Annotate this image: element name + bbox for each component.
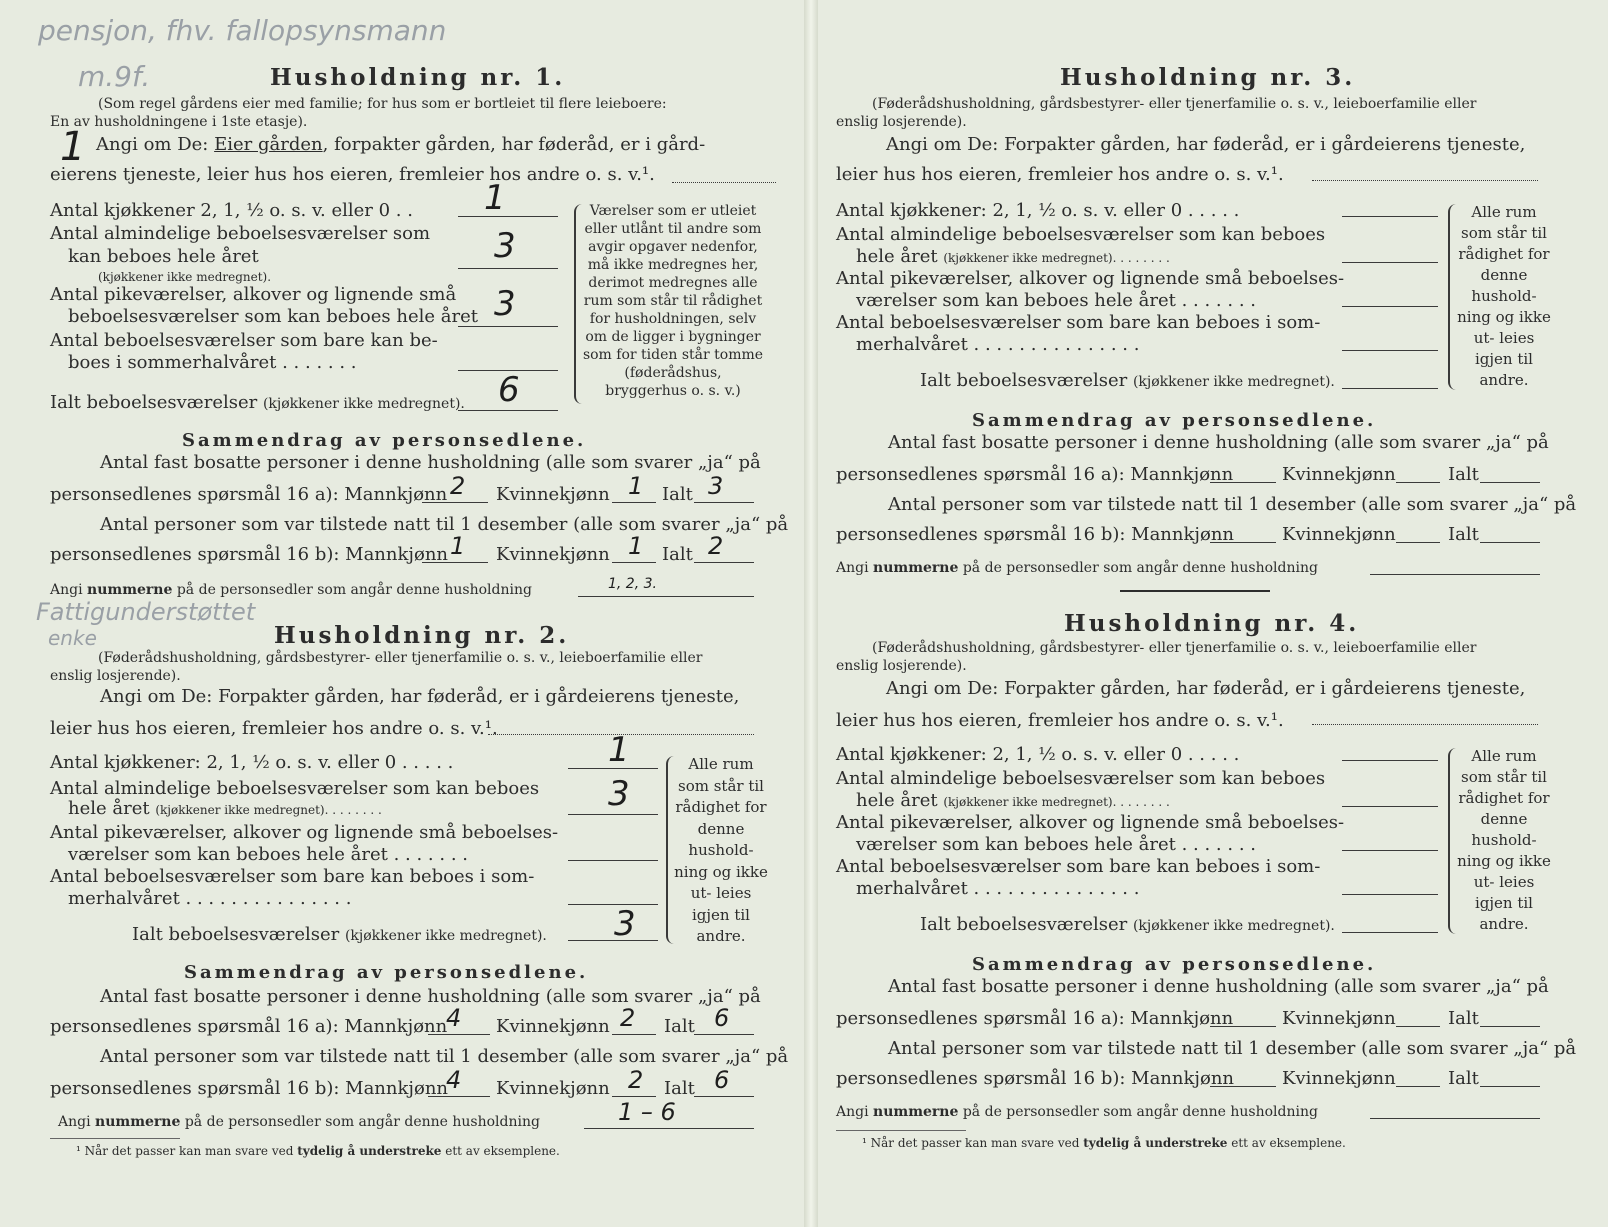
h3-nummer-pre: Angi bbox=[836, 560, 869, 576]
h4-16a-line2: personsedlenes spørsmål 16 a): Mannkjønn bbox=[836, 1008, 1234, 1029]
h3-ialt-small: (kjøkkener ikke medregnet). bbox=[1132, 374, 1335, 390]
h1-sommer-line2: boes i sommerhalvåret . . . . . . . bbox=[68, 352, 357, 373]
h2-nummerne bbox=[58, 1114, 540, 1130]
h4-alm-line2 bbox=[856, 790, 1170, 811]
h2-ialt-text: Ialt beboelsesværelser bbox=[132, 924, 340, 945]
h4-16a-kv-label: Kvinnekjønn bbox=[1282, 1008, 1396, 1029]
h2-alm-line1: Antal almindelige beboelsesværelser som kan beboes bbox=[50, 778, 540, 799]
h1-nummer-bold: nummerne bbox=[87, 582, 173, 598]
h1-intro-line1: (Som regel gårdens eier med familie; for hus som er bortleiet til flere leieboere: bbox=[98, 96, 667, 112]
h3-alm-line2 bbox=[856, 246, 1170, 267]
h1-pike-line2: beboelsesværelser som kan beboes hele året bbox=[68, 306, 478, 327]
h3-sammendrag-title: Sammendrag av personsedlene. bbox=[972, 410, 1377, 431]
h2-alm-value: 3 bbox=[608, 774, 630, 814]
h4-footnote-pre: ¹ Når det passer kan man svare ved bbox=[862, 1136, 1080, 1150]
h2-sommer-line1: Antal beboelsesværelser som bare kan beboes i som- bbox=[50, 866, 535, 887]
h1-16a-line2: personsedlenes spørsmål 16 a): Mannkjønn bbox=[50, 484, 448, 505]
h2-angi-line2: leier hus hos eieren, fremleier hos andre o. s. v.¹. bbox=[50, 718, 498, 739]
h3-nummer-bold: nummerne bbox=[873, 560, 959, 576]
h3-intro-line2: enslig losjerende). bbox=[836, 114, 967, 130]
h2-ialt-label bbox=[132, 924, 547, 945]
h4-nummer-bold: nummerne bbox=[873, 1104, 959, 1120]
h1-ialt-value: 6 bbox=[498, 370, 520, 410]
h2-16b-line2: personsedlenes spørsmål 16 b): Mannkjønn bbox=[50, 1078, 449, 1099]
h1-16b-line2: personsedlenes spørsmål 16 b): Mannkjønn bbox=[50, 544, 449, 565]
h4-intro-line1: (Føderådshusholdning, gårdsbestyrer- eller tjenerfamilie o. s. v., leieboerfamilie eller bbox=[872, 640, 1477, 656]
h3-intro-line1: (Føderådshusholdning, gårdsbestyrer- eller tjenerfamilie o. s. v., leieboerfamilie eller bbox=[872, 96, 1477, 112]
h3-16b-line2: personsedlenes spørsmål 16 b): Mannkjønn bbox=[836, 524, 1235, 545]
h1-16b-ialt: 2 bbox=[708, 532, 724, 560]
h1-16a-kv-label: Kvinnekjønn bbox=[496, 484, 610, 505]
h2-alm-line2-small: (kjøkkener ikke medregnet). . . . . . . . bbox=[155, 803, 382, 817]
h2-sommer-line2: merhalvåret . . . . . . . . . . . . . . . bbox=[68, 888, 352, 909]
h4-nummer-post: på de personsedler som angår denne husholdning bbox=[962, 1104, 1318, 1120]
h1-ialt-label bbox=[50, 392, 465, 413]
h3-alm-line1: Antal almindelige beboelsesværelser som kan beboes bbox=[836, 224, 1326, 245]
h1-nummer-post: på de personsedler som angår denne husholdning bbox=[176, 582, 532, 598]
h1-16a-kv: 1 bbox=[628, 472, 644, 500]
h2-16b-ialt: 6 bbox=[714, 1066, 730, 1094]
h1-sammendrag-title: Sammendrag av personsedlene. bbox=[182, 430, 587, 451]
h2-16a-line1: Antal fast bosatte personer i denne husholdning (alle som svarer „ja“ på bbox=[100, 986, 761, 1007]
h1-16a-ialt-label: Ialt bbox=[662, 484, 693, 505]
h4-alm-line2-text: hele året bbox=[856, 790, 938, 811]
h4-angi-line1: Angi om De: Forpakter gården, har føderåd, er i gårdeierens tjeneste, bbox=[886, 678, 1526, 699]
h2-16b-line1: Antal personer som var tilstede natt til 1 desember (alle som svarer „ja“ på bbox=[100, 1046, 789, 1067]
h2-intro-line1: (Føderådshusholdning, gårdsbestyrer- eller tjenerfamilie o. s. v., leieboerfamilie eller bbox=[98, 650, 703, 666]
h1-angi-underlined: Eier gården bbox=[214, 134, 323, 155]
h2-16b-kv: 2 bbox=[628, 1066, 644, 1094]
h1-pike-value: 3 bbox=[494, 284, 516, 324]
h3-alm-line2-text: hele året bbox=[856, 246, 938, 267]
h4-nummerne bbox=[836, 1104, 1318, 1120]
h1-nummer-value: 1, 2, 3. bbox=[608, 576, 657, 592]
h1-note: Værelser som er utleiet eller utlånt til andre som avgir opgaver nedenfor, må ikke medregnes her, derimot medregnes alle rum som står til rådighet for husholdningen, selv om de ligger i bygninger som for tiden står tomme (føderådshus, bryggerhus o. s. v.) bbox=[582, 203, 764, 399]
h2-16b-mann: 4 bbox=[446, 1066, 462, 1094]
h2-angi-line1: Angi om De: Forpakter gården, har føderåd, er i gårdeierens tjeneste, bbox=[100, 686, 740, 707]
h1-angi-post: , forpakter gården, har føderåd, er i gård- bbox=[322, 134, 706, 155]
h3-alm-line2-small: (kjøkkener ikke medregnet). . . . . . . . bbox=[943, 251, 1170, 265]
h4-footnote-post: ett av eksemplene. bbox=[1231, 1136, 1346, 1150]
h3-16a-ialt-label: Ialt bbox=[1448, 464, 1479, 485]
h1-ialt-text: Ialt beboelsesværelser bbox=[50, 392, 258, 413]
h3-sommer-line2: merhalvåret . . . . . . . . . . . . . . . bbox=[856, 334, 1140, 355]
h1-angi-line1 bbox=[96, 134, 705, 155]
h2-ialt-small: (kjøkkener ikke medregnet). bbox=[344, 928, 547, 944]
h1-16a-mann: 2 bbox=[450, 472, 466, 500]
pencil-margin-note-2: enke bbox=[48, 626, 97, 650]
h4-alm-line1: Antal almindelige beboelsesværelser som kan beboes bbox=[836, 768, 1326, 789]
h1-ialt-small: (kjøkkener ikke medregnet). bbox=[262, 396, 465, 412]
h3-angi-line1: Angi om De: Forpakter gården, har føderåd, er i gårdeierens tjeneste, bbox=[886, 134, 1526, 155]
h1-intro-line2: En av husholdningene i 1ste etasje). bbox=[50, 114, 308, 130]
h3-ialt-label bbox=[920, 370, 1335, 391]
h2-footnote-pre: ¹ Når det passer kan man svare ved bbox=[76, 1144, 294, 1158]
page-fold bbox=[804, 0, 818, 1227]
h2-nummer-pre: Angi bbox=[58, 1114, 91, 1130]
h4-sommer-line2: merhalvåret . . . . . . . . . . . . . . . bbox=[856, 878, 1140, 899]
h2-pike-line1: Antal pikeværelser, alkover og lignende små beboelses- bbox=[50, 822, 559, 843]
h2-16a-ialt-label: Ialt bbox=[664, 1016, 695, 1037]
h1-title: Husholdning nr. 1. bbox=[270, 64, 566, 91]
h4-footnote-bold: tydelig å understreke bbox=[1083, 1136, 1228, 1150]
h3-title: Husholdning nr. 3. bbox=[1060, 64, 1356, 91]
h4-ialt-small: (kjøkkener ikke medregnet). bbox=[1132, 918, 1335, 934]
pencil-annotation-top: pensjon, fhv. fallopsynsmann bbox=[38, 14, 447, 47]
h3-note: Alle rum som står til rådighet for denne hushold- ning og ikke ut- leies igjen til andre. bbox=[1457, 203, 1551, 389]
h1-16b-mann: 1 bbox=[450, 532, 466, 560]
h4-kjokkener-label: Antal kjøkkener: 2, 1, ½ o. s. v. eller 0 . . . . . bbox=[836, 744, 1240, 765]
h3-pike-line2: værelser som kan beboes hele året . . . . . . . bbox=[856, 290, 1256, 311]
pencil-margin-note: Fattigunderstøttet bbox=[36, 598, 256, 626]
h4-pike-line2: værelser som kan beboes hele året . . . . . . . bbox=[856, 834, 1256, 855]
h3-16b-ialt-label: Ialt bbox=[1448, 524, 1479, 545]
h3-kjokkener-label: Antal kjøkkener: 2, 1, ½ o. s. v. eller 0 . . . . . bbox=[836, 200, 1240, 221]
h3-angi-line2: leier hus hos eieren, fremleier hos andre o. s. v.¹. bbox=[836, 164, 1284, 185]
h1-16b-kv: 1 bbox=[628, 532, 644, 560]
h1-angi-line2: eierens tjeneste, leier hus hos eieren, fremleier hos andre o. s. v.¹. bbox=[50, 164, 655, 185]
h2-16a-kv: 2 bbox=[620, 1004, 636, 1032]
h2-ialt-value: 3 bbox=[614, 904, 636, 944]
h3-16b-kv-label: Kvinnekjønn bbox=[1282, 524, 1396, 545]
h4-sammendrag-title: Sammendrag av personsedlene. bbox=[972, 954, 1377, 975]
h2-intro-line2: enslig losjerende). bbox=[50, 668, 181, 684]
pencil-annotation-mark: m.9f. bbox=[78, 60, 151, 93]
h3-16a-kv-label: Kvinnekjønn bbox=[1282, 464, 1396, 485]
h2-kjokkener-value: 1 bbox=[608, 730, 630, 770]
h1-pike-line1: Antal pikeværelser, alkover og lignende små bbox=[50, 284, 457, 305]
section-separator bbox=[1120, 590, 1270, 592]
h1-alm-line3: (kjøkkener ikke medregnet). bbox=[98, 270, 272, 284]
h3-16a-line1: Antal fast bosatte personer i denne husholdning (alle som svarer „ja“ på bbox=[888, 432, 1549, 453]
h1-alm-line1: Antal almindelige beboelsesværelser som bbox=[50, 223, 431, 244]
h2-nummer-bold: nummerne bbox=[95, 1114, 181, 1130]
h3-16a-line2: personsedlenes spørsmål 16 a): Mannkjønn bbox=[836, 464, 1234, 485]
h2-16a-ialt: 6 bbox=[714, 1004, 730, 1032]
h2-kjokkener-label: Antal kjøkkener: 2, 1, ½ o. s. v. eller 0 . . . . . bbox=[50, 752, 454, 773]
h3-16b-line1: Antal personer som var tilstede natt til 1 desember (alle som svarer „ja“ på bbox=[888, 494, 1577, 515]
h2-16a-kv-label: Kvinnekjønn bbox=[496, 1016, 610, 1037]
h4-16a-ialt-label: Ialt bbox=[1448, 1008, 1479, 1029]
h2-alm-line2 bbox=[68, 798, 382, 819]
h1-16b-ialt-label: Ialt bbox=[662, 544, 693, 565]
h2-nummer-post: på de personsedler som angår denne husholdning bbox=[184, 1114, 540, 1130]
h4-16b-line1: Antal personer som var tilstede natt til 1 desember (alle som svarer „ja“ på bbox=[888, 1038, 1577, 1059]
h2-nummer-value: 1 – 6 bbox=[618, 1098, 676, 1126]
h3-ialt-text: Ialt beboelsesværelser bbox=[920, 370, 1128, 391]
h4-ialt-label bbox=[920, 914, 1335, 935]
h1-kjokkener-value: 1 bbox=[484, 178, 506, 218]
h2-16a-line2: personsedlenes spørsmål 16 a): Mannkjønn bbox=[50, 1016, 448, 1037]
h2-footnote bbox=[76, 1144, 560, 1158]
h1-nummer-pre: Angi bbox=[50, 582, 83, 598]
h4-alm-line2-small: (kjøkkener ikke medregnet). . . . . . . . bbox=[943, 795, 1170, 809]
h3-sommer-line1: Antal beboelsesværelser som bare kan beboes i som- bbox=[836, 312, 1321, 333]
h1-16b-line1: Antal personer som var tilstede natt til 1 desember (alle som svarer „ja“ på bbox=[100, 514, 789, 535]
h4-footnote bbox=[862, 1136, 1346, 1150]
h1-alm-line2: kan beboes hele året bbox=[68, 246, 259, 267]
h1-kjokkener-label: Antal kjøkkener 2, 1, ½ o. s. v. eller 0 . . bbox=[50, 200, 413, 221]
h4-16b-line2: personsedlenes spørsmål 16 b): Mannkjønn bbox=[836, 1068, 1235, 1089]
h4-16a-line1: Antal fast bosatte personer i denne husholdning (alle som svarer „ja“ på bbox=[888, 976, 1549, 997]
h1-16a-line1: Antal fast bosatte personer i denne husholdning (alle som svarer „ja“ på bbox=[100, 452, 761, 473]
h4-16b-ialt-label: Ialt bbox=[1448, 1068, 1479, 1089]
h2-pike-line2: værelser som kan beboes hele året . . . . . . . bbox=[68, 844, 468, 865]
h2-note: Alle rum som står til rådighet for denne hushold- ning og ikke ut- leies igjen til andre. bbox=[674, 755, 768, 945]
h4-sommer-line1: Antal beboelsesværelser som bare kan beboes i som- bbox=[836, 856, 1321, 877]
h1-16b-kv-label: Kvinnekjønn bbox=[496, 544, 610, 565]
h2-sammendrag-title: Sammendrag av personsedlene. bbox=[184, 962, 589, 983]
h4-16b-kv-label: Kvinnekjønn bbox=[1282, 1068, 1396, 1089]
h1-angi-pre: Angi om De: bbox=[96, 134, 209, 155]
h4-title: Husholdning nr. 4. bbox=[1064, 610, 1360, 637]
handwritten-mark: 1 bbox=[60, 124, 86, 170]
h1-sommer-line1: Antal beboelsesværelser som bare kan be- bbox=[50, 330, 438, 351]
h2-16a-mann: 4 bbox=[446, 1004, 462, 1032]
h2-title: Husholdning nr. 2. bbox=[274, 622, 570, 649]
h2-footnote-bold: tydelig å understreke bbox=[297, 1144, 442, 1158]
h4-nummer-pre: Angi bbox=[836, 1104, 869, 1120]
h2-16b-kv-label: Kvinnekjønn bbox=[496, 1078, 610, 1099]
h4-ialt-text: Ialt beboelsesværelser bbox=[920, 914, 1128, 935]
h1-16a-ialt: 3 bbox=[708, 472, 724, 500]
h4-note: Alle rum som står til rådighet for denne hushold- ning og ikke ut- leies igjen til andre. bbox=[1457, 747, 1551, 933]
h4-pike-line1: Antal pikeværelser, alkover og lignende små beboelses- bbox=[836, 812, 1345, 833]
h2-footnote-post: ett av eksemplene. bbox=[445, 1144, 560, 1158]
h1-nummerne bbox=[50, 582, 532, 598]
h3-nummer-post: på de personsedler som angår denne husholdning bbox=[962, 560, 1318, 576]
h2-alm-line2-text: hele året bbox=[68, 798, 150, 819]
right-page bbox=[836, 0, 1577, 1227]
h4-intro-line2: enslig losjerende). bbox=[836, 658, 967, 674]
h4-angi-line2: leier hus hos eieren, fremleier hos andre o. s. v.¹. bbox=[836, 710, 1284, 731]
left-page bbox=[36, 0, 789, 1227]
h2-16b-ialt-label: Ialt bbox=[664, 1078, 695, 1099]
h3-nummerne bbox=[836, 560, 1318, 576]
h3-pike-line1: Antal pikeværelser, alkover og lignende små beboelses- bbox=[836, 268, 1345, 289]
h1-alm-value: 3 bbox=[494, 226, 516, 266]
